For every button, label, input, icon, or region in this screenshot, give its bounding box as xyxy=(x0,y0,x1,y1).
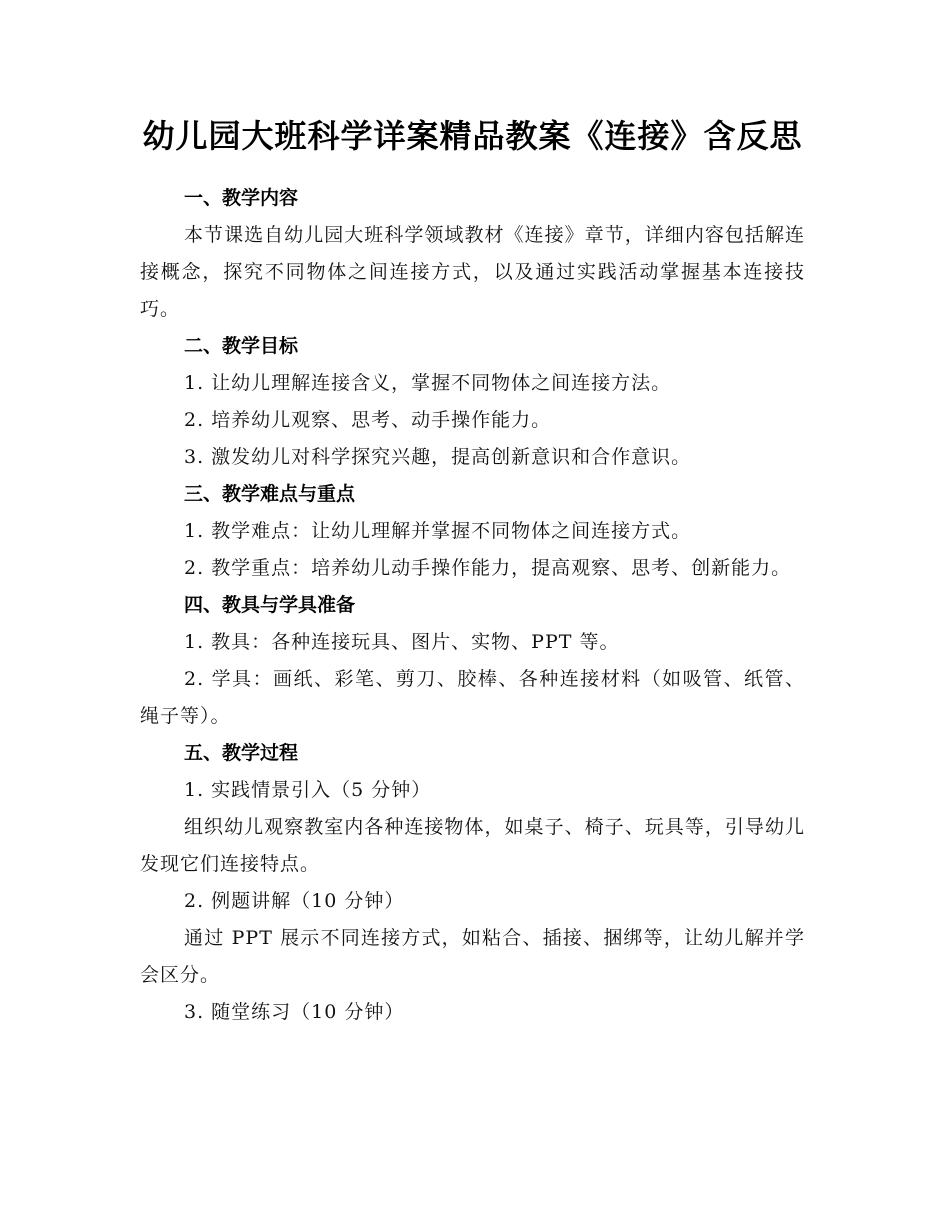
document-title: 幼儿园大班科学详案精品教案《连接》含反思 xyxy=(142,117,803,155)
paragraph: 1. 实践情景引入（5 分钟） xyxy=(184,779,432,801)
section-heading: 三、教学难点与重点 xyxy=(184,483,356,505)
section-heading: 五、教学过程 xyxy=(184,742,299,764)
paragraph: 3. 激发幼儿对科学探究兴趣，提高创新意识和合作意识。 xyxy=(184,446,692,468)
section-teaching-goals xyxy=(140,328,805,476)
paragraph: 通过 PPT 展示不同连接方式，如粘合、插接、捆绑等，让幼儿解并学会区分。 xyxy=(140,927,805,986)
paragraph: 本节课选自幼儿园大班科学领域教材《连接》章节，详细内容包括解连接概念，探究不同物体之间连接方式，以及通过实践活动掌握基本连接技巧。 xyxy=(140,224,805,320)
paragraph: 2. 培养幼儿观察、思考、动手操作能力。 xyxy=(184,409,552,431)
paragraph: 2. 例题讲解（10 分钟） xyxy=(184,890,405,912)
section-teaching-content xyxy=(140,180,805,328)
section-difficulties-and-key-points xyxy=(140,476,805,587)
section-teaching-process xyxy=(140,735,805,1031)
section-heading: 一、教学内容 xyxy=(184,187,299,209)
section-materials xyxy=(140,587,805,735)
paragraph: 1. 让幼儿理解连接含义，掌握不同物体之间连接方法。 xyxy=(184,372,672,394)
paragraph: 1. 教学难点：让幼儿理解并掌握不同物体之间连接方式。 xyxy=(184,520,692,542)
section-heading: 二、教学目标 xyxy=(184,335,299,357)
paragraph: 2. 教学重点：培养幼儿动手操作能力，提高观察、思考、创新能力。 xyxy=(184,557,792,579)
paragraph: 2. 学具：画纸、彩笔、剪刀、胶棒、各种连接材料（如吸管、纸管、绳子等）。 xyxy=(140,668,805,727)
document-page xyxy=(140,108,805,1031)
paragraph: 组织幼儿观察教室内各种连接物体，如桌子、椅子、玩具等，引导幼儿发现它们连接特点。 xyxy=(140,816,805,875)
section-heading: 四、教具与学具准备 xyxy=(184,594,356,616)
paragraph: 1. 教具：各种连接玩具、图片、实物、PPT 等。 xyxy=(184,631,620,653)
paragraph: 3. 随堂练习（10 分钟） xyxy=(184,1001,405,1023)
